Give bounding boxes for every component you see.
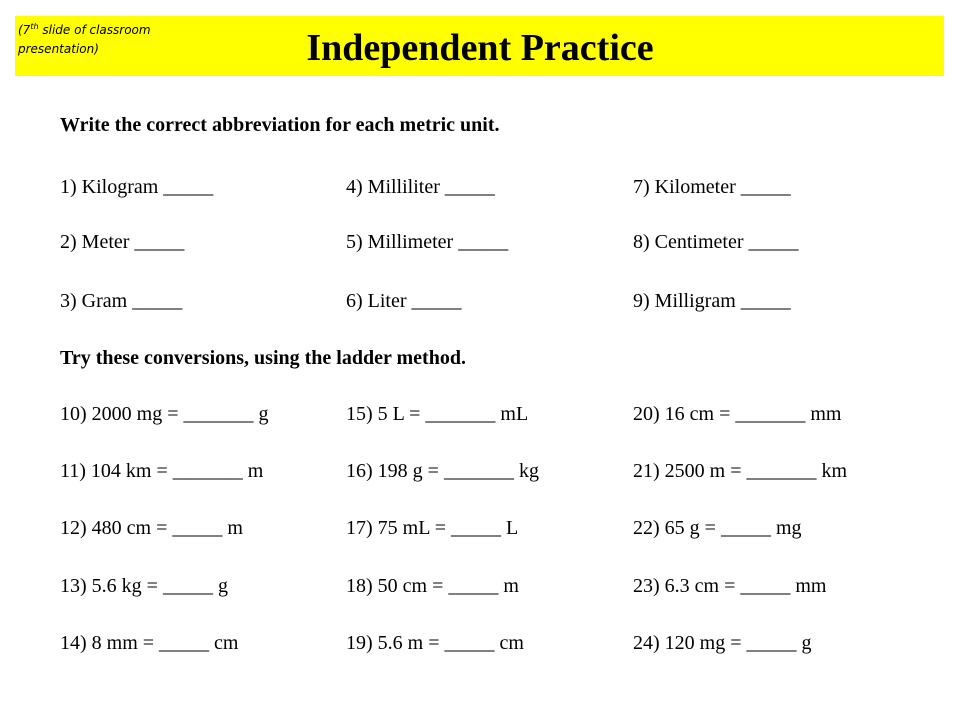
problem-17: 17) 75 mL = _____ L bbox=[346, 517, 519, 539]
problem-8: 8) Centimeter _____ bbox=[633, 231, 799, 253]
problem-22: 22) 65 g = _____ mg bbox=[633, 517, 802, 539]
problem-13: 13) 5.6 kg = _____ g bbox=[60, 575, 228, 597]
conversion-instructions: Try these conversions, using the ladder method. bbox=[60, 347, 466, 369]
problem-15: 15) 5 L = _______ mL bbox=[346, 403, 529, 425]
problem-9: 9) Milligram _____ bbox=[633, 290, 791, 312]
problem-1: 1) Kilogram _____ bbox=[60, 176, 214, 198]
problem-19: 19) 5.6 m = _____ cm bbox=[346, 632, 524, 654]
problem-11: 11) 104 km = _______ m bbox=[60, 460, 264, 482]
problem-20: 20) 16 cm = _______ mm bbox=[633, 403, 842, 425]
problem-6: 6) Liter _____ bbox=[346, 290, 462, 312]
problem-12: 12) 480 cm = _____ m bbox=[60, 517, 243, 539]
problem-5: 5) Millimeter _____ bbox=[346, 231, 509, 253]
problem-14: 14) 8 mm = _____ cm bbox=[60, 632, 239, 654]
problem-4: 4) Milliliter _____ bbox=[346, 176, 495, 198]
problem-3: 3) Gram _____ bbox=[60, 290, 183, 312]
problem-16: 16) 198 g = _______ kg bbox=[346, 460, 539, 482]
problem-18: 18) 50 cm = _____ m bbox=[346, 575, 519, 597]
slide-note-superscript: th bbox=[30, 22, 39, 31]
slide-note-end: slide of classroom presentation) bbox=[18, 23, 151, 56]
problem-23: 23) 6.3 cm = _____ mm bbox=[633, 575, 827, 597]
slide-note-start: (7 bbox=[18, 23, 31, 37]
abbreviation-instructions: Write the correct abbreviation for each metric unit. bbox=[60, 114, 500, 136]
problem-21: 21) 2500 m = _______ km bbox=[633, 460, 848, 482]
problem-10: 10) 2000 mg = _______ g bbox=[60, 403, 269, 425]
problem-7: 7) Kilometer _____ bbox=[633, 176, 791, 198]
problem-2: 2) Meter _____ bbox=[60, 231, 185, 253]
page-title: Independent Practice bbox=[306, 27, 654, 69]
problem-24: 24) 120 mg = _____ g bbox=[633, 632, 812, 654]
